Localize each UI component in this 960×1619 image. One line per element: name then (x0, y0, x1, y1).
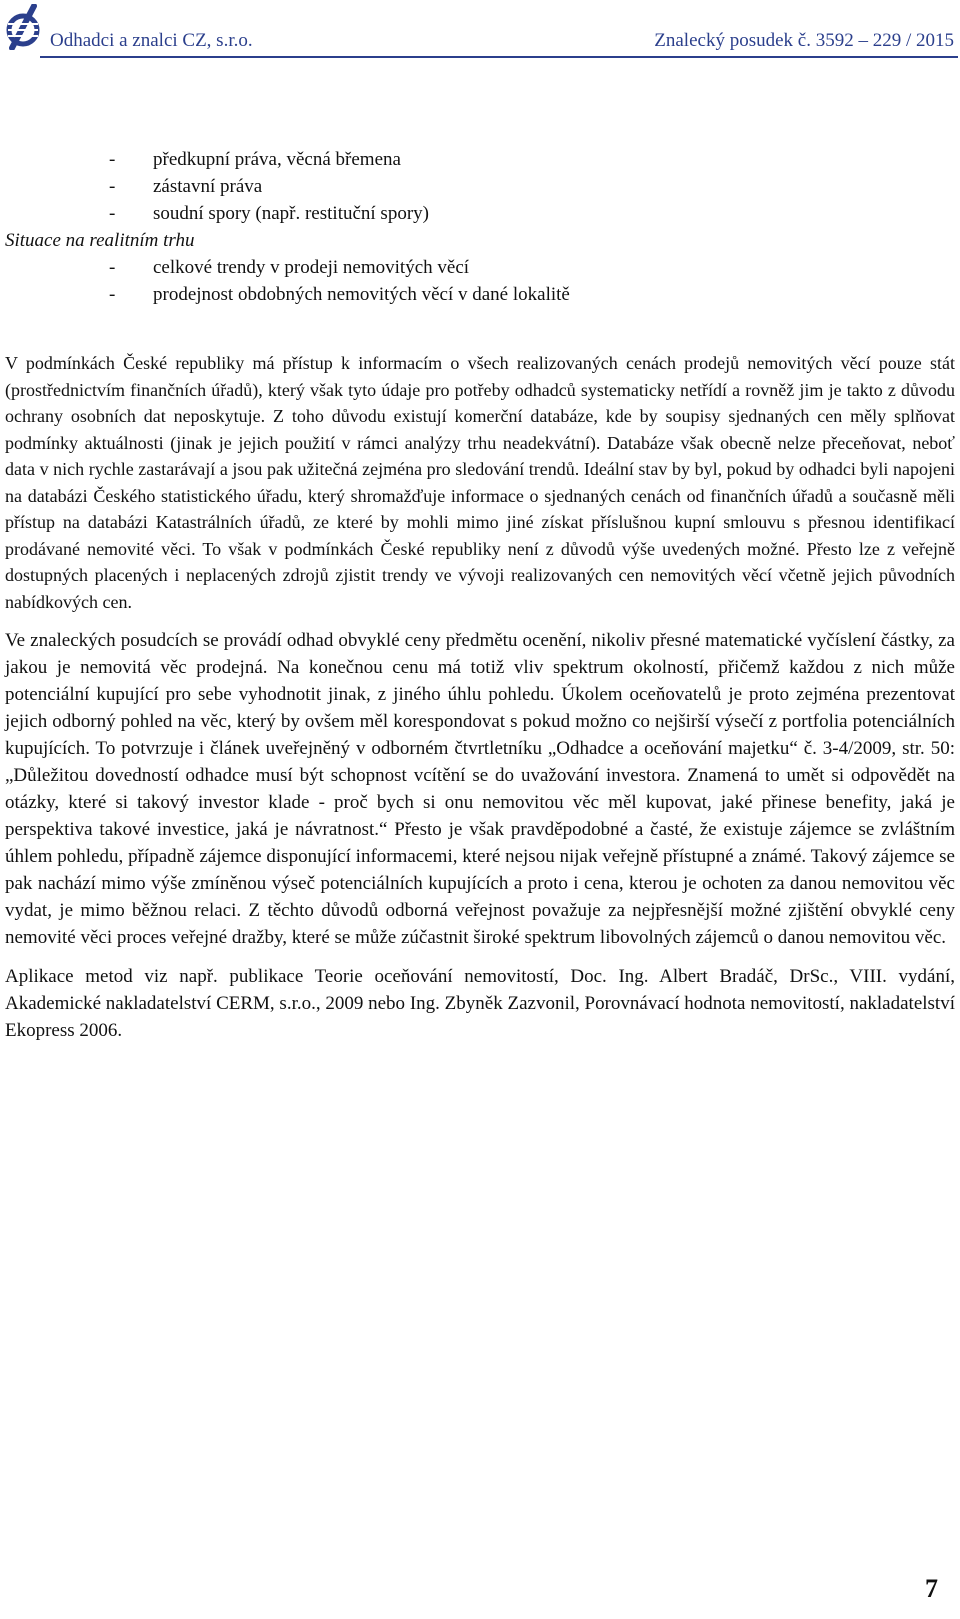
list-market (5, 254, 955, 308)
list-dash: - (109, 203, 116, 224)
company-name: Odhadci a znalci CZ, s.r.o. (50, 30, 253, 51)
list-item (5, 146, 955, 173)
list-dash: - (109, 284, 116, 305)
section-heading: Situace na realitním trhu (5, 230, 195, 251)
list-dash: - (109, 149, 116, 170)
list-item (5, 281, 955, 308)
list-item (5, 254, 955, 281)
list-item-text: zástavní práva (153, 176, 263, 197)
report-number: Znalecký posudek č. 3592 – 229 / 2015 (654, 30, 954, 51)
page-content (5, 146, 955, 1044)
list-item-text: soudní spory (např. restituční spory) (153, 203, 429, 224)
paragraph-valuation: Ve znaleckých posudcích se provádí odhad obvyklé ceny předmětu ocenění, nikoliv přesné matematické vyčíslení částky, za jakou je nemovitá věc prodejná. Na konečnou cenu má totiž vliv spektrum okolností, přičemž každou z nich může potenciální kupující pro sebe vyhodnotit jinak, z jiného úhlu pohledu. Úkolem oceňovatelů je proto zejména prezentovat jejich odborný pohled na věc, který by ovšem měl korespondovat s pokud možno co nejširší výsečí z portfolia potenciálních kupujících. To potvrzuje i článek uveřejněný v odborném čtvrtletníku „Odhadce a oceňování majetku“ č. 3-4/2009, str. 50: „Důležitou dovedností odhadce musí být schopnost vcítění se do uvažování investora. Znamená to umět si odpovědět na otázky, které si takový investor klade - proč bych si onu nemovitou věc měl kupovat, jaké přinese benefity, jaká je perspektiva takové investice, jaká je návratnost.“ Přesto je však pravděpodobné a časté, že existuje zájemce se zvláštním úhlem pohledu, případně zájemce disponující informacemi, které nejsou nijak veřejně přístupné a známé. Takový zájemce se pak nachází mimo výše zmíněnou výseč potenciálních kupujících a proto i cena, kterou je ochoten za danou nemovitou věc vydat, je mimo běžnou relaci. Z těchto důvodů odborná veřejnost považuje za nejpřesnější možné zjištění obvyklé ceny nemovité věci proces veřejné dražby, které se může zúčastnit široké spektrum libovolných zájemců o danou nemovitou věc. (5, 630, 955, 948)
paragraph-price-data: V podmínkách České republiky má přístup k informacím o všech realizovaných cenách prodejů nemovitých věcí pouze stát (prostřednictvím finančních úřadů), který však tyto údaje pro potřeby odhadců systematicky netřídí a rovněž jim je takto z důvodu ochrany osobních dat neposkytuje. Z toho důvodu existují komerční databáze, kde by soupisy sjednaných cen měly splňovat podmínky aktuálnosti (jinak je jejich použití v rámci analýzy trhu neadekvátní). Databáze však obecně nelze přeceňovat, neboť data v nich rychle zastarávají a jsou pak užitečná zejména pro sledování trendů. Ideální stav by byl, pokud by odhadci byli napojeni na databázi Českého statistického úřadu, který shromažďuje informace o sjednaných cenách od finančních úřadů a současně měli přístup na databázi Katastrálních úřadů, ze které by mohli mimo jiné získat příslušnou kupní smlouvu s přesnou identifikací prodávané nemovité věci. To však v podmínkách České republiky není z důvodů výše uvedených možné. Přesto lze z veřejně dostupných placených i neplacených zdrojů zjistit trendy ve vývoji realizovaných cen nemovitých věcí včetně jejich původních nabídkových cen. (5, 353, 955, 612)
list-dash: - (109, 176, 116, 197)
list-legal (5, 146, 955, 227)
company-logo-icon (6, 4, 40, 50)
list-item (5, 173, 955, 200)
list-dash: - (109, 257, 116, 278)
list-item-text: předkupní práva, věcná břemena (153, 149, 401, 170)
header-rule (40, 56, 958, 58)
page-header (0, 0, 960, 60)
list-item-text: prodejnost obdobných nemovitých věcí v dané lokalitě (153, 284, 570, 305)
list-item-text: celkové trendy v prodeji nemovitých věcí (153, 257, 470, 278)
list-item (5, 200, 955, 227)
paragraph-references: Aplikace metod viz např. publikace Teorie oceňování nemovitostí, Doc. Ing. Albert Bradáč, DrSc., VIII. vydání, Akademické nakladatelství CERM, s.r.o., 2009 nebo Ing. Zbyněk Zazvonil, Porovnávací hodnota nemovitostí, nakladatelství Ekopress 2006. (5, 966, 955, 1041)
page-number: 7 (925, 1574, 938, 1603)
